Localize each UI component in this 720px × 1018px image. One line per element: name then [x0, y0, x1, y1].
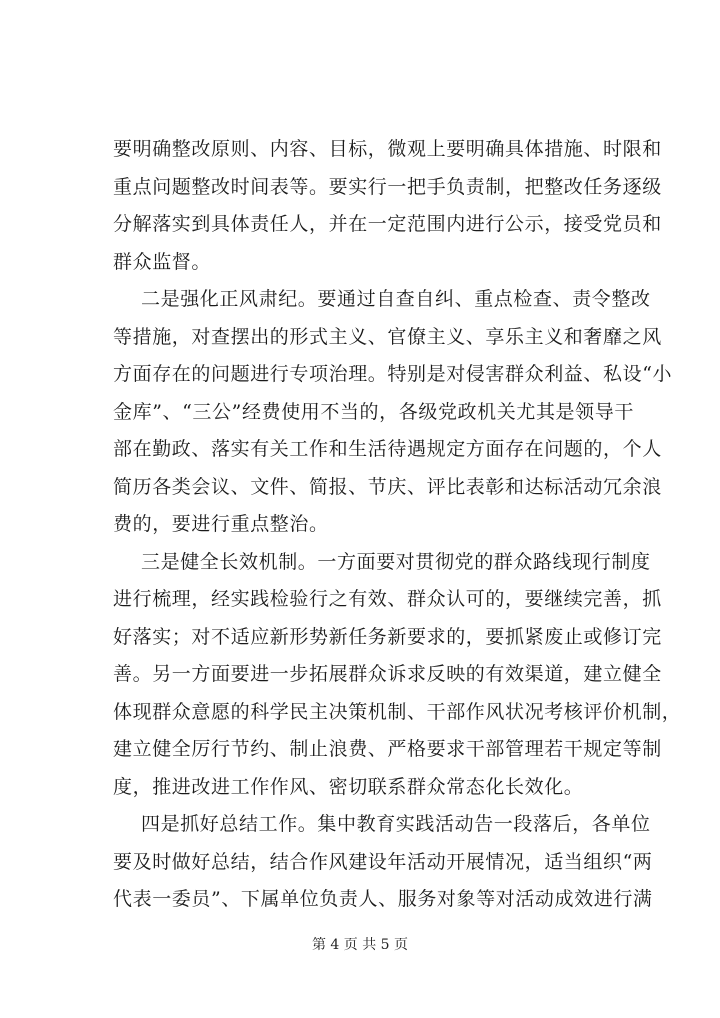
text-line: 部在勤政、落实有关工作和生活待遇规定方面存在问题的，个人 [113, 438, 662, 460]
paragraph-4 [113, 806, 653, 919]
page-footer [0, 935, 720, 955]
text-line: 重点问题整改时间表等。要实行一把手负责制，把整改任务逐级 [113, 175, 662, 198]
text-line: 二是强化正风肃纪。要通过自查自纠、重点检查、责令整改 [141, 288, 651, 310]
text-line: 等措施，对查摆出的形式主义、官僚主义、享乐主义和奢靡之风 [113, 325, 662, 348]
text-line: 方面存在的问题进行专项治理。特别是对侵害群众利益、私设“小 [113, 363, 673, 385]
text-line: 建立健全厉行节约、制止浪费、严格要求干部管理若干规定等制 [113, 738, 662, 760]
document-body [113, 131, 682, 919]
text-line: 简历各类会议、文件、简报、节庆、评比表彰和达标活动冗余浪 [113, 475, 662, 498]
text-line: 好落实；对不适应新形势新任务新要求的，要抓紧废止或修订完 [113, 625, 662, 648]
text-line: 群众监督。 [113, 250, 212, 273]
text-line: 金库”、“三公”经费使用不当的，各级党政机关尤其是领导干 [113, 400, 634, 423]
page-number-label: 第 4 页 共 5 页 [311, 937, 409, 953]
text-line: 体现群众意愿的科学民主决策机制、干部作风状况考核评价机制， [113, 700, 682, 723]
text-line: 善。另一方面要进一步拓展群众诉求反映的有效渠道，建立健全 [113, 663, 662, 685]
text-line: 分解落实到具体责任人，并在一定范围内进行公示，接受党员和 [113, 213, 662, 235]
paragraph-1 [113, 131, 662, 281]
text-line: 四是抓好总结工作。集中教育实践活动告一段落后，各单位 [141, 813, 651, 835]
text-line: 费的，要进行重点整治。 [113, 513, 329, 535]
text-line: 三是健全长效机制。一方面要对贯彻党的群众路线现行制度 [141, 550, 651, 573]
text-line: 进行梳理，经实践检验行之有效、群众认可的，要继续完善，抓 [113, 588, 662, 610]
paragraph-3 [113, 544, 682, 807]
text-line: 要及时做好总结，结合作风建设年活动开展情况，适当组织“两 [113, 850, 653, 873]
paragraph-2 [113, 281, 673, 544]
text-line: 代表一委员”、下属单位负责人、服务对象等对活动成效进行满 [113, 888, 653, 910]
text-line: 度，推进改进工作作风、密切联系群众常态化长效化。 [113, 775, 584, 798]
text-line: 要明确整改原则、内容、目标，微观上要明确具体措施、时限和 [113, 138, 662, 160]
